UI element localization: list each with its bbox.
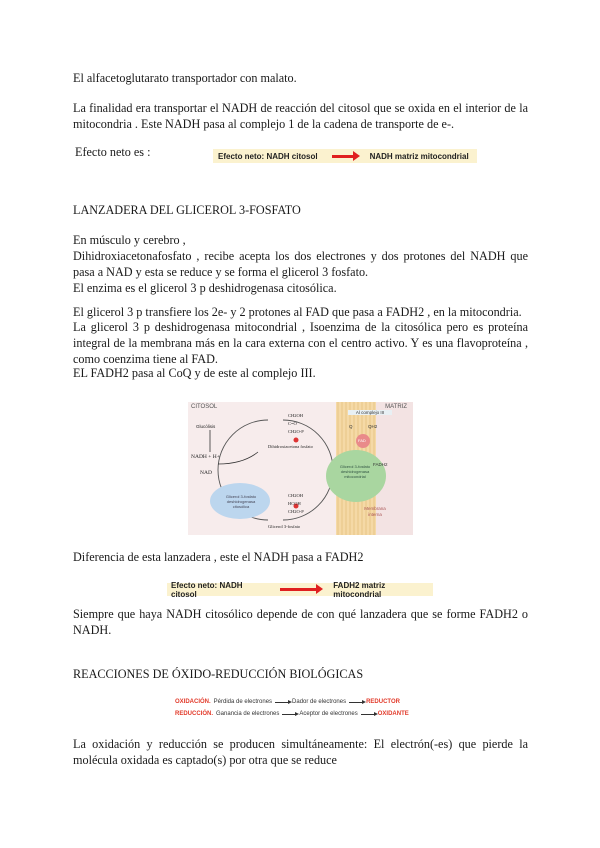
label-fad: FAD xyxy=(358,438,366,443)
text-coq: EL FADH2 pasa al CoQ y de este al complejo III. xyxy=(73,366,316,380)
glycerol-phosphate-shuttle-figure xyxy=(188,402,413,535)
text-finalidad: La finalidad era transportar el NADH de reacción del citosol que se oxida en el interior de la mitocondria . Este NADH pasa al complejo 1 de la cadena de transporte de e-. xyxy=(73,101,528,131)
efecto-neto-box-2 xyxy=(167,580,433,599)
box1-right: NADH matriz mitocondrial xyxy=(369,151,469,161)
red-label: REDUCCIÓN. xyxy=(175,711,214,717)
arrow-icon-2 xyxy=(280,588,317,591)
label-nadh-h: NADH + H+ xyxy=(191,454,220,460)
red-mid: Aceptor de electrones xyxy=(299,711,358,717)
ox-label: OXIDACIÓN. xyxy=(175,699,211,705)
dhap-co: C=O xyxy=(288,421,297,426)
phosphate-marker-icon xyxy=(294,438,299,443)
text-g3p-1: Dihidroxiacetonafosfato , recibe acepta los dos electrones y dos protones del NADH que pasa a NAD y esta se reduce y se forma el glicerol 3 fosfato. xyxy=(73,249,528,279)
label-matriz: MATRIZ xyxy=(385,404,407,410)
label-dhap: Dihidroxiacetona fosfato xyxy=(268,444,313,449)
g3p-ch2op: CH2O-P xyxy=(288,509,304,514)
g3p-ch2oh: CH2OH xyxy=(288,493,304,498)
box2-right: FADH2 matriz mitocondrial xyxy=(333,580,386,599)
redox-row-reduccion xyxy=(175,708,430,720)
label-enzyme-cyto: Glicerol 3-fosfato deshidrogenasa citosólica xyxy=(225,494,257,509)
text-g3p-0: En músculo y cerebro , xyxy=(73,233,186,247)
box2-left: Efecto neto: NADH citosol xyxy=(171,580,243,599)
text-diferencia: Diferencia de esta lanzadera , este el NADH pasa a FADH2 xyxy=(73,550,364,564)
efecto-neto-box-1 xyxy=(213,149,477,163)
label-complejo: Al complejo III xyxy=(348,410,392,415)
label-citosol: CITOSOL xyxy=(191,404,218,410)
heading-redox: REACCIONES DE ÓXIDO-REDUCCIÓN BIOLÓGICAS xyxy=(73,667,364,681)
g3p-structure xyxy=(288,492,304,516)
arrow-right-icon-3 xyxy=(282,714,296,715)
text-malato: El alfacetoglutarato transportador con malato. xyxy=(73,71,297,85)
label-fadh2: FADH2 xyxy=(373,462,388,467)
text-g3p-2: El enzima es el glicerol 3 p deshidrogenasa citosólica. xyxy=(73,281,337,295)
dhap-structure xyxy=(288,412,304,436)
ox-desc: Pérdida de electrones xyxy=(213,699,273,705)
label-qh2: QH2 xyxy=(368,424,378,429)
redox-row-oxidacion xyxy=(175,696,430,708)
label-g3p: Glicerol 3-fosfato xyxy=(268,524,301,529)
arrow-right-icon xyxy=(275,702,289,703)
ox-mid: Dador de electrones xyxy=(292,699,347,705)
label-glucolisis: Glucólisis xyxy=(196,424,216,429)
label-membrana: Membrana interna xyxy=(364,506,386,517)
label-enzyme-mito: Glicerol 3-fosfato deshidrogenasa mitocondrial xyxy=(339,464,371,479)
arrow-right-icon-4 xyxy=(361,714,375,715)
arrow-right-icon-2 xyxy=(349,702,363,703)
box1-left: Efecto neto: NADH citosol xyxy=(218,151,318,161)
text-isoenzima: La glicerol 3 p deshidrogenasa mitocondrial , Isoenzima de la citosólica pero es proteína integral de la membrana más en la cara externa con el centro activo. Y es una flavoproteína , como coenzima tiene al FAD. xyxy=(73,320,528,366)
arrow-icon xyxy=(332,155,354,158)
dhap-ch2op: CH2O-P xyxy=(288,429,304,434)
label-q: Q xyxy=(349,424,353,429)
ox-result: REDUCTOR xyxy=(366,699,400,705)
red-result: OXIDANTE xyxy=(377,711,409,717)
nadh-arrow xyxy=(218,452,258,464)
redox-definitions xyxy=(175,696,430,720)
dhap-ch2oh: CH2OH xyxy=(288,413,304,418)
text-final: La oxidación y reducción se producen simultáneamente: El electrón(-es) que pierde la molécula oxidada es captado(s) por otra que se reduce xyxy=(73,737,528,767)
heading-lanzadera-g3p: LANZADERA DEL GLICEROL 3-FOSFATO xyxy=(73,203,301,217)
text-efecto-label: Efecto neto es : xyxy=(75,145,151,159)
label-nad: NAD xyxy=(200,470,212,476)
red-desc: Ganancia de electrones xyxy=(216,711,280,717)
text-siempre: Siempre que haya NADH citosólico depende de con qué lanzadera que se forme FADH2 o NADH. xyxy=(73,607,528,637)
g3p-hcoh: HCOH xyxy=(288,501,301,506)
text-fad: El glicerol 3 p transfiere los 2e- y 2 protones al FAD que pasa a FADH2 , en la mitocondria. xyxy=(73,305,522,319)
